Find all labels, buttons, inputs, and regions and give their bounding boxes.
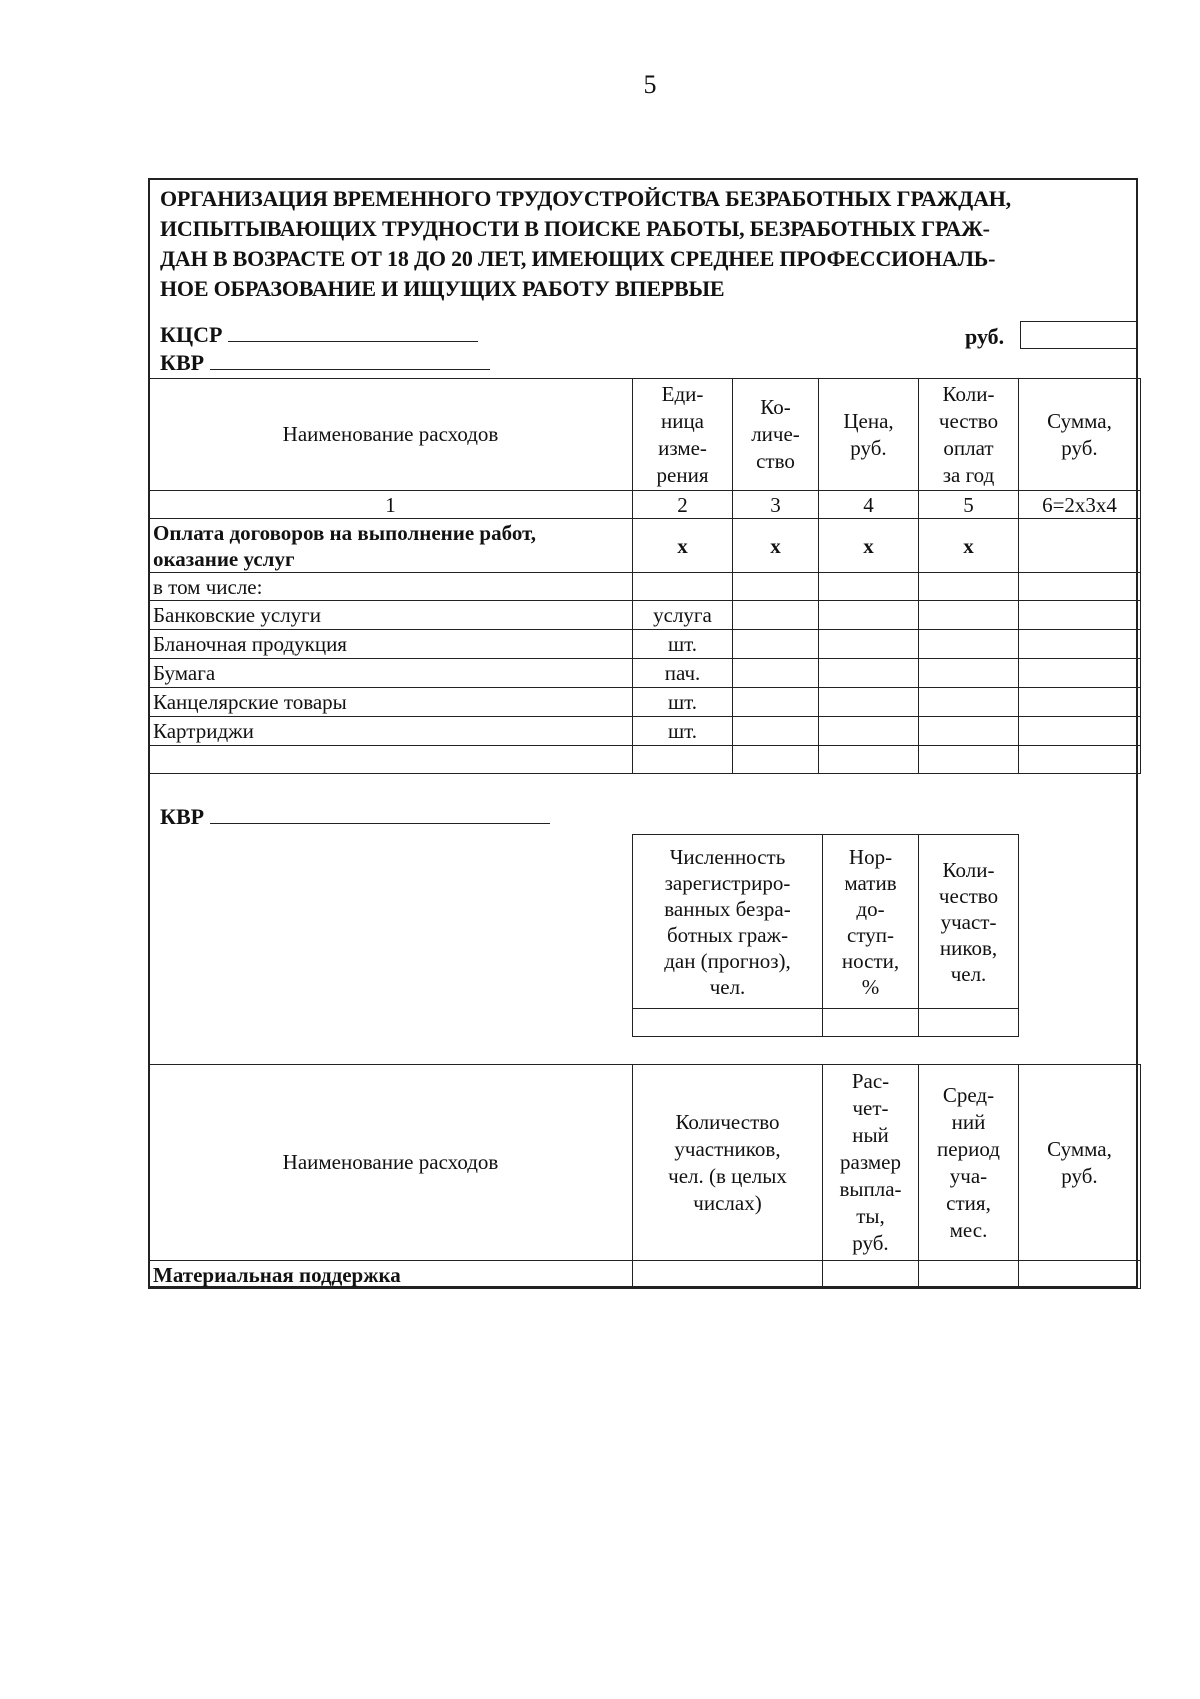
header-cell-name: Наименование расходов [149, 1065, 633, 1261]
payments-cell[interactable] [919, 630, 1019, 659]
kvr-field[interactable] [210, 351, 490, 370]
participants-cell[interactable] [633, 1261, 823, 1289]
empty-cell[interactable] [919, 573, 1019, 601]
table-header-row [633, 835, 1019, 1009]
sum-cell[interactable] [1019, 630, 1141, 659]
quantity-cell[interactable] [733, 630, 819, 659]
header-cell-sum: Сумма, руб. [1019, 379, 1141, 491]
empty-cell[interactable] [1019, 746, 1141, 774]
header-cell-registered: Численность зарегистриро- ванных безра- ботных граж- дан (прогноз), чел. [633, 835, 823, 1009]
kvr-label: КВР [160, 804, 205, 829]
rub-total-field[interactable] [1020, 321, 1136, 349]
item-unit: шт. [633, 688, 733, 717]
expenses-table [148, 378, 1141, 774]
blank-row [149, 746, 1141, 774]
including-row [149, 573, 1141, 601]
column-number: 3 [733, 491, 819, 519]
participants-table [632, 834, 1019, 1037]
kvr-field-2[interactable] [210, 805, 550, 824]
empty-cell[interactable] [149, 746, 633, 774]
empty-cell[interactable] [733, 573, 819, 601]
quantity-cell[interactable] [733, 717, 819, 746]
kvr-row-2 [160, 804, 550, 830]
header-cell-payment-size: Рас- чет- ный размер выпла- ты, руб. [823, 1065, 919, 1261]
support-table [148, 1064, 1141, 1289]
empty-cell[interactable] [919, 746, 1019, 774]
payments-cell[interactable] [919, 659, 1019, 688]
empty-cell[interactable] [819, 573, 919, 601]
empty-cell[interactable] [733, 746, 819, 774]
material-support-label: Материальная поддержка [149, 1261, 633, 1289]
price-cell[interactable] [819, 717, 919, 746]
header-cell-participants: Количество участников, чел. (в целых числах) [633, 1065, 823, 1261]
x-mark: x [819, 519, 919, 573]
quantity-cell[interactable] [733, 601, 819, 630]
kvr-row [160, 350, 490, 376]
payment-size-cell[interactable] [823, 1261, 919, 1289]
header-cell-norm: Нор- матив до- ступ- ности, % [823, 835, 919, 1009]
column-number: 5 [919, 491, 1019, 519]
form-title-line: ИСПЫТЫВАЮЩИХ ТРУДНОСТИ В ПОИСКЕ РАБОТЫ, БЕЗРАБОТНЫХ ГРАЖ- [160, 216, 990, 241]
table-row [149, 659, 1141, 688]
table-header-row [149, 379, 1141, 491]
header-cell-sum: Сумма, руб. [1019, 1065, 1141, 1261]
price-cell[interactable] [819, 630, 919, 659]
empty-cell[interactable] [633, 746, 733, 774]
x-mark: x [919, 519, 1019, 573]
page-number: 5 [643, 70, 657, 99]
form-frame [148, 178, 1138, 1288]
kcsr-label: КЦСР [160, 322, 223, 347]
header-cell-participants: Коли- чество участ- ников, чел. [919, 835, 1019, 1009]
sum-cell[interactable] [1019, 659, 1141, 688]
sum-cell[interactable] [1019, 601, 1141, 630]
column-number: 4 [819, 491, 919, 519]
rub-label: руб. [965, 324, 1005, 349]
empty-cell[interactable] [919, 1009, 1019, 1037]
table-row [149, 1261, 1141, 1289]
main-expense-name: Оплата договоров на выполнение работ, оказание услуг [149, 519, 633, 573]
period-cell[interactable] [919, 1261, 1019, 1289]
payments-cell[interactable] [919, 717, 1019, 746]
item-name: Картриджи [149, 717, 633, 746]
kcsr-field[interactable] [228, 323, 478, 342]
item-unit: шт. [633, 630, 733, 659]
header-cell-period: Сред- ний период уча- стия, мес. [919, 1065, 1019, 1261]
item-name: Канцелярские товары [149, 688, 633, 717]
form-title-line: НОЕ ОБРАЗОВАНИЕ И ИЩУЩИХ РАБОТУ ВПЕРВЫЕ [160, 276, 725, 301]
table-row [149, 601, 1141, 630]
table-row [149, 688, 1141, 717]
table-row [149, 630, 1141, 659]
sum-cell[interactable] [1019, 519, 1141, 573]
x-mark: x [733, 519, 819, 573]
empty-cell[interactable] [823, 1009, 919, 1037]
column-number: 2 [633, 491, 733, 519]
empty-cell[interactable] [1019, 573, 1141, 601]
x-mark: x [633, 519, 733, 573]
kcsr-row [160, 322, 478, 348]
empty-cell[interactable] [633, 1009, 823, 1037]
table-header-row [149, 1065, 1141, 1261]
header-cell-price: Цена, руб. [819, 379, 919, 491]
item-unit: услуга [633, 601, 733, 630]
header-cell-payments: Коли- чество оплат за год [919, 379, 1019, 491]
price-cell[interactable] [819, 601, 919, 630]
sum-cell[interactable] [1019, 688, 1141, 717]
empty-cell[interactable] [633, 573, 733, 601]
main-expense-row [149, 519, 1141, 573]
quantity-cell[interactable] [733, 688, 819, 717]
column-number: 1 [149, 491, 633, 519]
form-title [160, 184, 1130, 304]
header-cell-quantity: Ко- личе- ство [733, 379, 819, 491]
empty-cell[interactable] [819, 746, 919, 774]
payments-cell[interactable] [919, 688, 1019, 717]
form-title-line: ДАН В ВОЗРАСТЕ ОТ 18 ДО 20 ЛЕТ, ИМЕЮЩИХ СРЕДНЕЕ ПРОФЕССИОНАЛЬ- [160, 246, 996, 271]
kvr-label: КВР [160, 350, 205, 375]
table-row [149, 717, 1141, 746]
item-unit: шт. [633, 717, 733, 746]
column-number-row [149, 491, 1141, 519]
item-name: Банковские услуги [149, 601, 633, 630]
item-name: Бумага [149, 659, 633, 688]
payments-cell[interactable] [919, 601, 1019, 630]
item-name: Бланочная продукция [149, 630, 633, 659]
sum-cell[interactable] [1019, 717, 1141, 746]
sum-cell[interactable] [1019, 1261, 1141, 1289]
including-label: в том числе: [149, 573, 633, 601]
quantity-cell[interactable] [733, 659, 819, 688]
price-cell[interactable] [819, 688, 919, 717]
header-cell-name: Наименование расходов [149, 379, 633, 491]
form-title-line: ОРГАНИЗАЦИЯ ВРЕМЕННОГО ТРУДОУСТРОЙСТВА БЕЗРАБОТНЫХ ГРАЖДАН, [160, 186, 1011, 211]
item-unit: пач. [633, 659, 733, 688]
column-number: 6=2x3x4 [1019, 491, 1141, 519]
blank-row [633, 1009, 1019, 1037]
price-cell[interactable] [819, 659, 919, 688]
header-cell-unit: Еди- ница изме- рения [633, 379, 733, 491]
